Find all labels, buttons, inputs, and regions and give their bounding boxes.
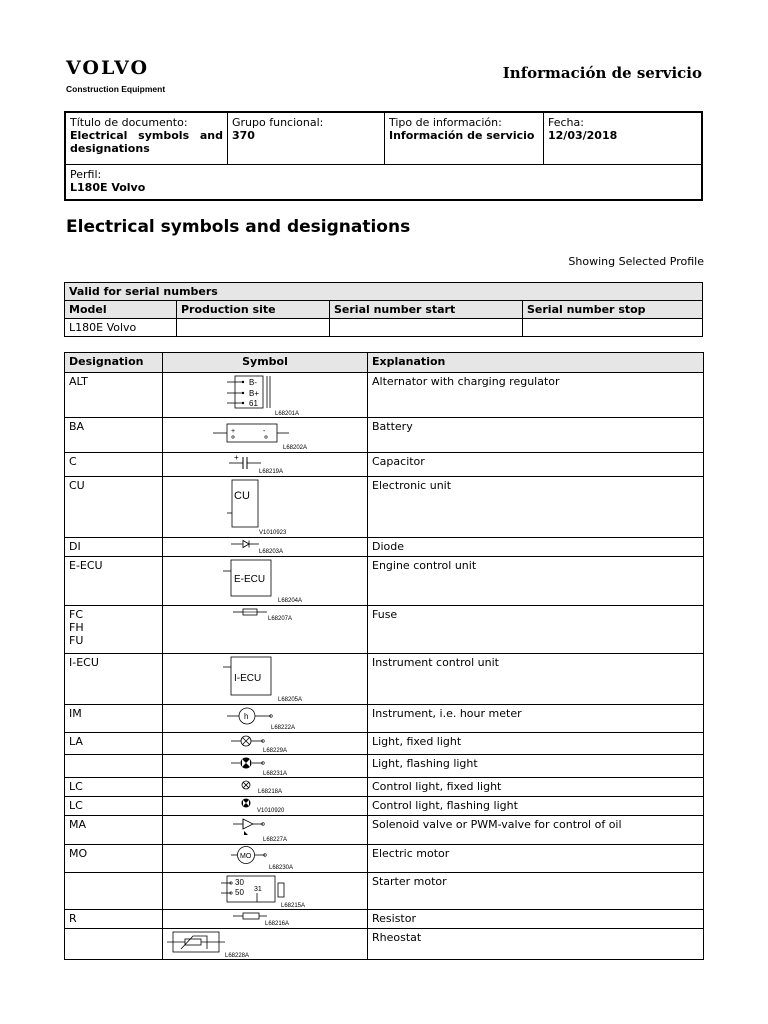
explanation-cell: Instrument control unit bbox=[368, 654, 704, 705]
starter-terminal: 30 bbox=[235, 878, 244, 887]
grupo-cell bbox=[228, 112, 385, 165]
symbol-code: L68201A bbox=[275, 411, 300, 417]
serial-header-stop: Serial number stop bbox=[523, 301, 703, 319]
designation-cell: MO bbox=[65, 845, 163, 873]
designation-cell bbox=[65, 873, 163, 910]
explanation-cell: Rheostat bbox=[368, 929, 704, 960]
table-row bbox=[65, 705, 704, 733]
symbol-code: L68207A bbox=[268, 616, 293, 622]
explanation-cell: Diode bbox=[368, 538, 704, 557]
symbol-cell bbox=[163, 733, 368, 755]
symbol-code: V1010920 bbox=[257, 808, 285, 814]
explanation-cell: Instrument, i.e. hour meter bbox=[368, 705, 704, 733]
engine-ecu-symbol bbox=[163, 557, 367, 605]
symbol-code: L68228A bbox=[225, 953, 250, 959]
symbol-code: L68205A bbox=[278, 697, 303, 703]
serial-site bbox=[177, 319, 330, 337]
explanation-cell: Resistor bbox=[368, 910, 704, 929]
header-designation: Designation bbox=[65, 353, 163, 373]
symbol-cell bbox=[163, 778, 368, 797]
terminal-label: B+ bbox=[249, 389, 260, 398]
symbol-cell bbox=[163, 929, 368, 960]
table-row bbox=[65, 557, 704, 606]
symbol-code: L68216A bbox=[265, 921, 290, 927]
symbol-code: L68230A bbox=[269, 865, 294, 871]
explanation-cell: Engine control unit bbox=[368, 557, 704, 606]
table-row bbox=[65, 797, 704, 816]
symbol-code: L68215A bbox=[281, 903, 306, 909]
perfil-cell bbox=[65, 165, 702, 201]
explanation-cell: Control light, flashing light bbox=[368, 797, 704, 816]
designation-cell: BA bbox=[65, 418, 163, 453]
fixed-light-symbol bbox=[163, 733, 367, 754]
starter-terminal: 31 bbox=[254, 886, 262, 893]
symbol-code: L68204A bbox=[278, 598, 303, 604]
perfil-label: Perfil: bbox=[70, 168, 102, 181]
brand-division: Construction Equipment bbox=[66, 84, 166, 94]
terminal-label: B- bbox=[249, 378, 257, 387]
explanation-cell: Starter motor bbox=[368, 873, 704, 910]
explanation-cell: Alternator with charging regulator bbox=[368, 373, 704, 418]
serial-number-table bbox=[64, 282, 703, 337]
terminal-label: 61 bbox=[249, 399, 258, 408]
designation-cell bbox=[65, 606, 163, 654]
symbol-cell bbox=[163, 538, 368, 557]
explanation-cell: Solenoid valve or PWM-valve for control of oil bbox=[368, 816, 704, 845]
designation-cell: IM bbox=[65, 705, 163, 733]
serial-header-start: Serial number start bbox=[330, 301, 523, 319]
symbol-cell bbox=[163, 654, 368, 705]
tipo-value: Información de servicio bbox=[389, 129, 535, 142]
electric-motor-symbol bbox=[163, 845, 367, 872]
titulo-cell bbox=[65, 112, 228, 165]
symbol-cell bbox=[163, 418, 368, 453]
table-row bbox=[65, 816, 704, 845]
diode-symbol bbox=[163, 538, 367, 556]
symbol-cell bbox=[163, 910, 368, 929]
table-row bbox=[65, 755, 704, 778]
explanation-cell: Battery bbox=[368, 418, 704, 453]
symbol-code: L68229A bbox=[263, 748, 288, 754]
fecha-cell bbox=[544, 112, 703, 165]
table-row bbox=[65, 733, 704, 755]
control-light-flashing-symbol bbox=[163, 797, 367, 815]
tipo-label: Tipo de información: bbox=[389, 116, 502, 129]
serial-model: L180E Volvo bbox=[65, 319, 177, 337]
fecha-label: Fecha: bbox=[548, 116, 584, 129]
symbol-code: L68218A bbox=[258, 789, 283, 795]
titulo-value-line1: Electrical symbols and bbox=[70, 129, 223, 142]
explanation-cell: Capacitor bbox=[368, 453, 704, 477]
doc-type-title: Información de servicio bbox=[502, 64, 702, 82]
designation-cell: I-ECU bbox=[65, 654, 163, 705]
hour-meter-symbol bbox=[163, 705, 367, 732]
designation-fc: FC bbox=[69, 608, 84, 621]
table-row bbox=[65, 910, 704, 929]
symbol-cell bbox=[163, 477, 368, 538]
serial-header-site: Production site bbox=[177, 301, 330, 319]
table-row bbox=[65, 538, 704, 557]
explanation-cell: Light, fixed light bbox=[368, 733, 704, 755]
symbol-cell bbox=[163, 705, 368, 733]
explanation-cell: Electronic unit bbox=[368, 477, 704, 538]
table-row bbox=[65, 453, 704, 477]
titulo-value-line2: designations bbox=[70, 142, 150, 155]
tipo-cell bbox=[385, 112, 544, 165]
table-row bbox=[65, 873, 704, 910]
table-row bbox=[65, 606, 704, 654]
designation-cell: LA bbox=[65, 733, 163, 755]
resistor-symbol bbox=[163, 910, 367, 928]
control-light-fixed-symbol bbox=[163, 778, 367, 796]
perfil-value: L180E Volvo bbox=[70, 181, 146, 194]
symbol-cell bbox=[163, 873, 368, 910]
battery-minus: - bbox=[263, 428, 266, 435]
designation-cell: MA bbox=[65, 816, 163, 845]
designation-fu: FU bbox=[69, 634, 84, 647]
symbol-cell bbox=[163, 606, 368, 654]
symbol-cell bbox=[163, 453, 368, 477]
document-header-table bbox=[64, 111, 703, 201]
designation-fh: FH bbox=[69, 621, 84, 634]
fuse-symbol bbox=[163, 606, 367, 653]
designation-cell: LC bbox=[65, 797, 163, 816]
alternator-symbol bbox=[163, 373, 367, 417]
symbol-cell bbox=[163, 797, 368, 816]
grupo-label: Grupo funcional: bbox=[232, 116, 324, 129]
e-ecu-label: E-ECU bbox=[234, 574, 266, 585]
table-row bbox=[65, 929, 704, 960]
titulo-label: Título de documento: bbox=[70, 116, 188, 129]
rheostat-symbol bbox=[163, 929, 367, 959]
symbol-cell bbox=[163, 557, 368, 606]
battery-symbol bbox=[163, 418, 367, 452]
serial-header-model: Model bbox=[65, 301, 177, 319]
flashing-light-symbol bbox=[163, 755, 367, 777]
solenoid-valve-symbol bbox=[163, 816, 367, 844]
grupo-value: 370 bbox=[232, 129, 255, 142]
cu-label: CU bbox=[234, 490, 250, 502]
table-row bbox=[65, 654, 704, 705]
symbol-cell bbox=[163, 845, 368, 873]
table-row bbox=[65, 845, 704, 873]
explanation-cell: Light, flashing light bbox=[368, 755, 704, 778]
symbol-code: L68222A bbox=[271, 725, 296, 731]
symbols-table bbox=[64, 352, 704, 960]
starter-terminal: 50 bbox=[235, 888, 244, 897]
header-symbol: Symbol bbox=[163, 353, 368, 373]
table-row bbox=[65, 477, 704, 538]
motor-label: MO bbox=[240, 853, 252, 860]
symbol-code: L68203A bbox=[259, 549, 284, 555]
designation-cell bbox=[65, 929, 163, 960]
designation-cell: E-ECU bbox=[65, 557, 163, 606]
brand-name: VOLVO bbox=[66, 57, 150, 79]
header-explanation: Explanation bbox=[368, 353, 704, 373]
explanation-cell: Electric motor bbox=[368, 845, 704, 873]
symbol-code: L68231A bbox=[263, 771, 288, 777]
volvo-logo bbox=[66, 58, 165, 94]
symbol-code: V1010923 bbox=[259, 530, 287, 536]
serial-start bbox=[330, 319, 523, 337]
starter-motor-symbol bbox=[163, 873, 367, 909]
page-title: Electrical symbols and designations bbox=[66, 217, 411, 237]
designation-cell: DI bbox=[65, 538, 163, 557]
table-row bbox=[65, 418, 704, 453]
symbol-code: L68227A bbox=[263, 837, 288, 843]
designation-cell: C bbox=[65, 453, 163, 477]
symbol-cell bbox=[163, 373, 368, 418]
table-row bbox=[65, 778, 704, 797]
capacitor-plus: + bbox=[234, 453, 239, 462]
serial-stop bbox=[523, 319, 703, 337]
explanation-cell: Control light, fixed light bbox=[368, 778, 704, 797]
profile-note: Showing Selected Profile bbox=[568, 255, 704, 268]
designation-cell: R bbox=[65, 910, 163, 929]
explanation-cell: Fuse bbox=[368, 606, 704, 654]
instrument-ecu-symbol bbox=[163, 654, 367, 704]
fecha-value: 12/03/2018 bbox=[548, 129, 618, 142]
symbol-cell bbox=[163, 755, 368, 778]
designation-cell bbox=[65, 755, 163, 778]
symbol-cell bbox=[163, 816, 368, 845]
i-ecu-label: I-ECU bbox=[234, 673, 262, 684]
battery-plus: + bbox=[231, 428, 236, 435]
capacitor-symbol bbox=[163, 453, 367, 476]
designation-cell: CU bbox=[65, 477, 163, 538]
symbol-code: L68219A bbox=[259, 469, 284, 475]
designation-cell: ALT bbox=[65, 373, 163, 418]
table-row bbox=[65, 373, 704, 418]
designation-cell: LC bbox=[65, 778, 163, 797]
hour-meter-label: h bbox=[244, 712, 249, 721]
symbol-code: L68202A bbox=[283, 445, 308, 451]
electronic-unit-symbol bbox=[163, 477, 367, 537]
serial-band: Valid for serial numbers bbox=[65, 283, 703, 301]
